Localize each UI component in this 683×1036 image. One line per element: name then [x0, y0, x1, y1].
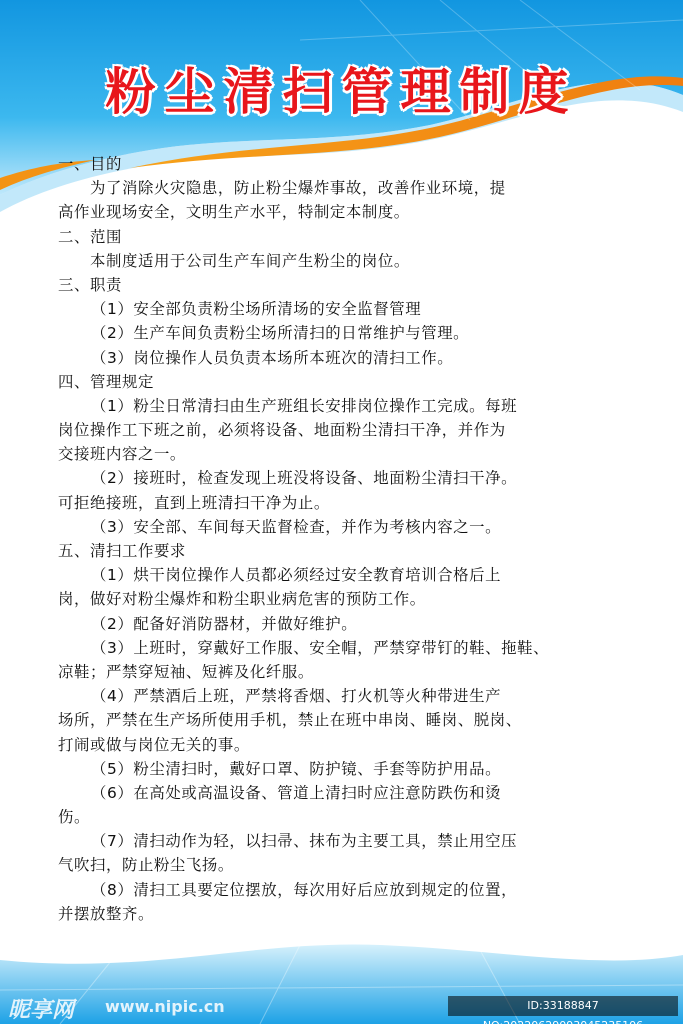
body-line: （7）清扫动作为轻，以扫帚、抹布为主要工具，禁止用空压 — [91, 832, 518, 851]
watermark-url: www.nipic.cn — [105, 997, 225, 1016]
watermark-id: ID:33188847 NO:20220629093045235106 — [448, 996, 678, 1016]
body-line: 岗，做好对粉尘爆炸和粉尘职业病危害的预防工作。 — [58, 590, 426, 609]
body-line: （3）安全部、车间每天监督检查，并作为考核内容之一。 — [91, 517, 502, 536]
section-heading-rules: 四、管理规定 — [58, 372, 154, 391]
body-line: 伤。 — [58, 808, 90, 827]
body-line: 场所，严禁在生产场所使用手机，禁止在班中串岗、睡岗、脱岗、 — [58, 711, 522, 730]
body-line: （1）安全部负责粉尘场所清场的安全监督管理 — [91, 300, 422, 319]
body-line: （2）生产车间负责粉尘场所清扫的日常维护与管理。 — [91, 324, 470, 343]
body-line: （1）烘干岗位操作人员都必须经过安全教育培训合格后上 — [91, 566, 502, 585]
body-line: （3）上班时，穿戴好工作服、安全帽，严禁穿带钉的鞋、拖鞋、 — [91, 638, 550, 657]
section-heading-purpose: 一、目的 — [58, 155, 122, 173]
body-line: （4）严禁酒后上班，严禁将香烟、打火机等火种带进生产 — [91, 687, 502, 706]
body-line: （6）在高处或高温设备、管道上清扫时应注意防跌伤和烫 — [91, 783, 502, 802]
body-line: 本制度适用于公司生产车间产生粉尘的岗位。 — [90, 251, 410, 270]
body-line: （5）粉尘清扫时，戴好口罩、防护镜、手套等防护用品。 — [91, 759, 502, 778]
body-line: （8）清扫工具要定位摆放，每次用好后应放到规定的位置， — [91, 880, 518, 899]
body-line: 气吹扫，防止粉尘飞扬。 — [58, 856, 234, 875]
section-heading-scope: 二、范围 — [58, 227, 122, 246]
body-line: （2）配备好消防器材，并做好维护。 — [91, 614, 358, 633]
body-line: 岗位操作工下班之前，必须将设备、地面粉尘清扫干净，并作为 — [58, 421, 506, 440]
section-heading-duties: 三、职责 — [58, 275, 122, 294]
regulation-text — [58, 152, 638, 926]
body-line: 可拒绝接班，直到上班清扫干净为止。 — [58, 493, 330, 512]
body-line: 打闹或做与岗位无关的事。 — [58, 735, 250, 754]
watermark-logo: 昵享网 — [8, 998, 75, 1023]
body-line: （3）岗位操作人员负责本场所本班次的清扫工作。 — [91, 348, 454, 367]
body-line: 高作业现场安全，文明生产水平，特制定本制度。 — [58, 203, 410, 222]
body-line: 交接班内容之一。 — [58, 445, 186, 464]
body-line: 并摆放整齐。 — [58, 904, 154, 923]
body-line: （2）接班时，检查发现上班没将设备、地面粉尘清扫干净。 — [91, 469, 518, 488]
body-line: （1）粉尘日常清扫由生产班组长安排岗位操作工完成。每班 — [91, 396, 518, 415]
page-title: 粉尘清扫管理制度 — [105, 63, 578, 121]
body-line: 为了消除火灾隐患，防止粉尘爆炸事故，改善作业环境，提 — [90, 179, 506, 198]
body-line: 凉鞋；严禁穿短袖、短裤及化纤服。 — [58, 662, 314, 681]
section-heading-requirements: 五、清扫工作要求 — [58, 542, 186, 560]
